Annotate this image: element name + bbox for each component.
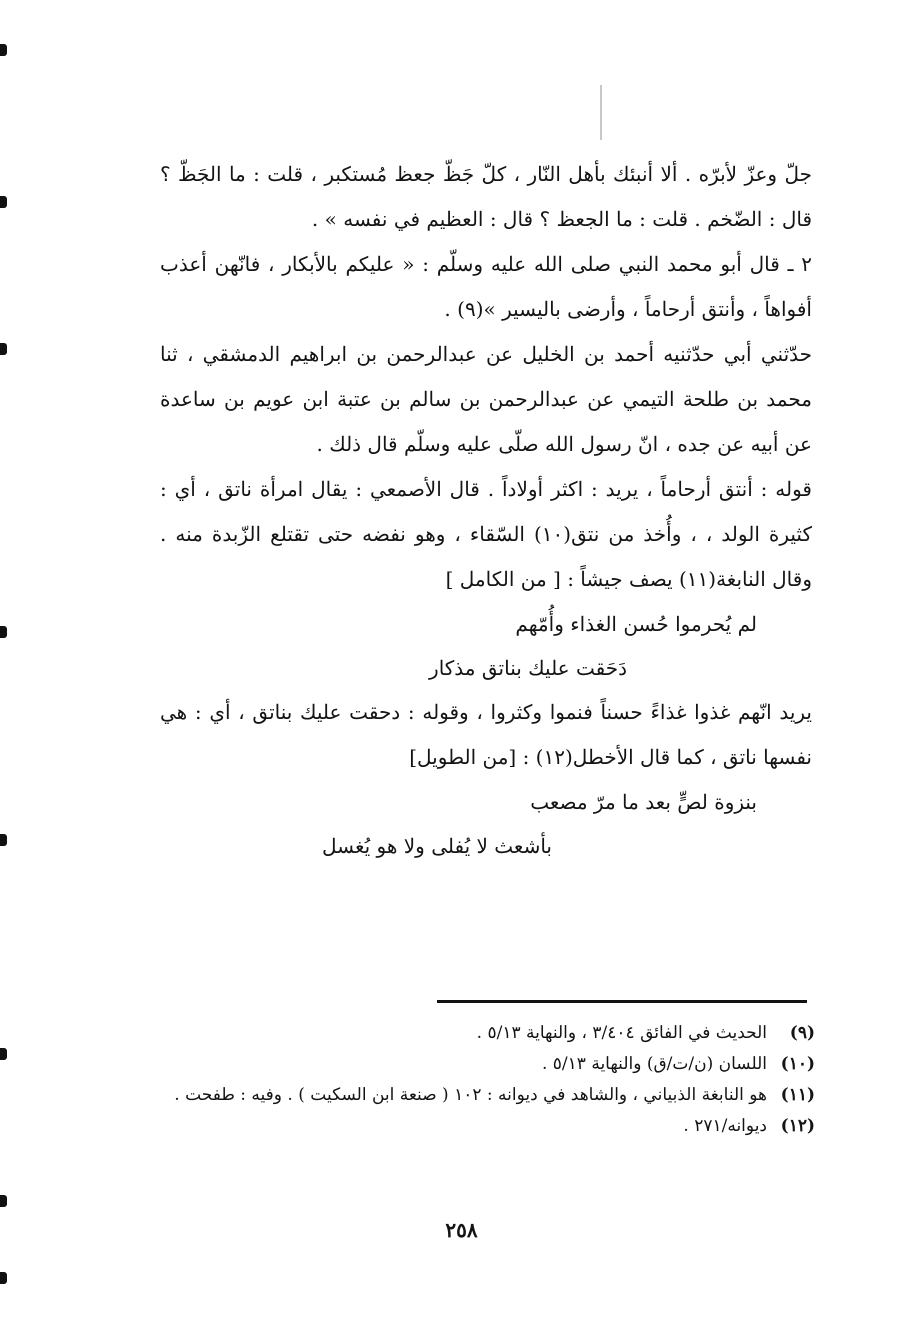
scan-binding-mark bbox=[0, 1195, 7, 1207]
footnote-number: (٩) bbox=[789, 1023, 815, 1043]
footnote bbox=[160, 1018, 815, 1049]
footnote bbox=[160, 1111, 815, 1142]
footnote bbox=[160, 1049, 815, 1080]
scan-binding-mark bbox=[0, 44, 7, 56]
scan-binding-mark bbox=[0, 196, 7, 208]
main-text bbox=[160, 152, 812, 868]
commentary-paragraph: يريد انّهم غذوا غذاءً حسناً فنموا وكثروا ، وقوله : دحقت عليك بناتق ، أي : هي نفسها ناتق ، كما قال الأخطل(١٢) : [من الطويل] bbox=[160, 700, 812, 769]
footnote-separator bbox=[437, 1000, 807, 1003]
verse-line: بأشعث لا يُفلى ولا هو يُغسل bbox=[321, 834, 552, 858]
scan-binding-mark bbox=[0, 834, 7, 846]
footnote-number: (١١) bbox=[780, 1085, 815, 1105]
footnotes bbox=[160, 1018, 815, 1142]
footnote-number: (١٠) bbox=[780, 1054, 815, 1074]
scan-binding-mark bbox=[0, 1272, 7, 1284]
footnote bbox=[160, 1080, 815, 1111]
hadith-paragraph: ٢ ـ قال أبو محمد النبي صلى الله عليه وسلّم : « عليكم بالأبكار ، فانّهن أعذب أفواهاً ، وأنتق أرحاماً ، وأرضى باليسير »(٩) . bbox=[160, 252, 812, 321]
verse-line: بنزوة لصٍّ بعد ما مرّ مصعب bbox=[530, 790, 757, 814]
footnote-text: ديوانه/٢٧١ . bbox=[683, 1116, 767, 1136]
commentary-paragraph: قوله : أنتق أرحاماً ، يريد : اكثر أولاداً . قال الأصمعي : يقال امرأة ناتق ، أي : كثيرة الولد ، ، وأُخذ من نتق(١٠) السّقاء ، وهو نفضه حتى تقتلع الزّبدة منه . وقال النابغة(١١) يصف جيشاً : [ من الكامل ] bbox=[160, 477, 812, 591]
scan-binding-mark bbox=[0, 343, 7, 355]
page-number: ٢٥٨ bbox=[445, 1218, 478, 1242]
scan-binding-mark bbox=[0, 626, 7, 638]
page-fold-line bbox=[600, 85, 602, 140]
paragraph: جلّ وعزّ لأبرّه . ألا أنبئك بأهل النّار ، كلّ جَظّ جعظ مُستكبر ، قلت : ما الجَظّ ؟ قال : الضّخم . قلت : ما الجعظ ؟ قال : العظيم في نفسه » . bbox=[160, 162, 812, 231]
footnote-text: اللسان (ن/ت/ق) والنهاية ٥/١٣ . bbox=[541, 1054, 767, 1074]
footnote-text: هو النابغة الذبياني ، والشاهد في ديوانه : ١٠٢ ( صنعة ابن السكيت ) . وفيه : طفحت . bbox=[174, 1085, 767, 1105]
scan-binding-mark bbox=[0, 1048, 7, 1060]
verse-line: لم يُحرموا حُسن الغذاء وأُمّهم bbox=[515, 612, 757, 636]
verse-line: دَحَقت عليك بناتق مذكار bbox=[429, 656, 627, 680]
footnote-number: (١٢) bbox=[780, 1116, 815, 1136]
footnote-text: الحديث في الفائق ٣/٤٠٤ ، والنهاية ٥/١٣ . bbox=[476, 1023, 767, 1043]
isnad-paragraph: حدّثني أبي حدّثنيه أحمد بن الخليل عن عبدالرحمن بن ابراهيم الدمشقي ، ثنا محمد بن طلحة التيمي عن عبدالرحمن بن سالم بن عتبة ابن عويم بن ساعدة عن أبيه عن جده ، انّ رسول الله صلّى عليه وسلّم قال ذلك . bbox=[160, 342, 812, 456]
